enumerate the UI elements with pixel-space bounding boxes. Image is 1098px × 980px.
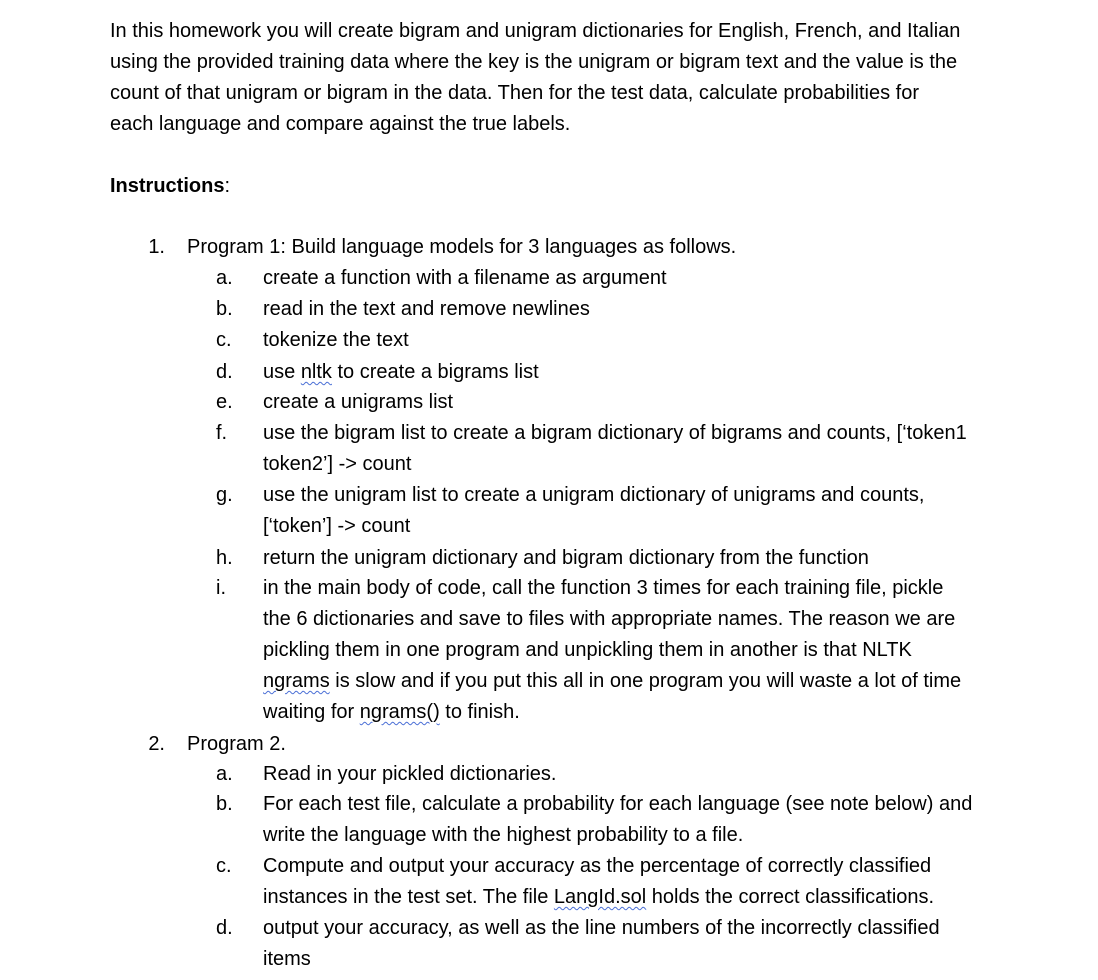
program2-item-c	[263, 851, 1053, 913]
instructions-heading-text: Instructions	[110, 175, 225, 197]
instructions-heading	[110, 171, 230, 201]
program1-item-b-text: read in the text and remove newlines	[263, 298, 590, 320]
program1-item-d-flagged-word: nltk	[300, 361, 332, 383]
program1-item-c-label: c.	[216, 329, 232, 351]
program1-item-b-label: b.	[216, 298, 233, 320]
program2-item-a	[263, 759, 1053, 789]
program1-title: Program 1: Build language models for 3 languages as follows.	[187, 236, 737, 258]
program1-item-i-line-1: in the main body of code, call the function 3 times for each training file, pickle	[263, 577, 944, 599]
program1-item-i-line-5-post: to finish.	[439, 701, 520, 723]
program2-title: Program 2.	[187, 733, 286, 755]
program2-item-d-line-1: output your accuracy, as well as the line numbers of the incorrectly classified	[263, 917, 940, 939]
program1-item-g-line-2: [‘token’] -> count	[263, 515, 411, 537]
program1-item-i-line-3: pickling them in one program and unpickling them in another is that NLTK	[263, 639, 912, 661]
program1-item-c-text: tokenize the text	[263, 329, 409, 351]
program1-item-g-label: g.	[216, 484, 233, 506]
program2-item-b-label: b.	[216, 793, 233, 815]
program2-item-b	[263, 789, 1053, 851]
program2-item-a-text: Read in your pickled dictionaries.	[263, 763, 557, 785]
program1-item-h-label: h.	[216, 547, 233, 569]
program1-item-b	[263, 294, 1053, 324]
program2-item-c-line-2-post: holds the correct classifications.	[646, 886, 935, 908]
program2-item-b-line-1: For each test file, calculate a probability for each language (see note below) and	[263, 793, 973, 815]
program1-item-i-flagged-ngrams-call: ngrams()	[359, 701, 440, 723]
program1-item-i-line-2: the 6 dictionaries and save to files with appropriate names. The reason we are	[263, 608, 956, 630]
program1-item-d-post: to create a bigrams list	[331, 361, 539, 383]
program1-item-g	[263, 480, 1053, 542]
program1-item-e-text: create a unigrams list	[263, 391, 454, 413]
program1-item-c	[263, 325, 1053, 355]
program2-item-c-line-2	[263, 882, 1053, 913]
program1-item-d-pre: use	[263, 361, 301, 383]
program1-item-f	[263, 418, 1053, 480]
program1-item-d-label: d.	[216, 361, 233, 383]
intro-line-3: count of that unigram or bigram in the data. Then for the test data, calculate probabilities for	[110, 82, 919, 104]
program2-item-a-label: a.	[216, 763, 233, 785]
program1-item-a-label: a.	[216, 267, 233, 289]
program1-item-g-line-1: use the unigram list to create a unigram dictionary of unigrams and counts,	[263, 484, 925, 506]
intro-line-1: In this homework you will create bigram and unigram dictionaries for English, French, and Italian	[110, 20, 961, 42]
program2-item-c-label: c.	[216, 855, 232, 877]
program1-item-i-line-5-pre: waiting for	[263, 701, 360, 723]
program1-item-f-line-2: token2’] -> count	[263, 453, 412, 475]
program1-item-e-label: e.	[216, 391, 233, 413]
program2-item-d	[263, 913, 1053, 975]
program1-item-a-text: create a function with a filename as argument	[263, 267, 667, 289]
program1-item-a	[263, 263, 1053, 293]
program1-item-e	[263, 387, 1053, 417]
program2-item-b-line-2: write the language with the highest probability to a file.	[263, 824, 744, 846]
program1-number: 1.	[148, 236, 165, 258]
program1-item-i-line-4-rest: is slow and if you put this all in one program you will waste a lot of time	[329, 670, 962, 692]
program1-item-h-text: return the unigram dictionary and bigram dictionary from the function	[263, 547, 869, 569]
intro-paragraph	[110, 16, 1050, 140]
instructions-heading-colon: :	[224, 175, 231, 197]
program2-item-c-line-2-pre: instances in the test set. The file	[263, 886, 554, 908]
program2-item-d-label: d.	[216, 917, 233, 939]
program1-item-i-line-4	[263, 666, 1053, 697]
intro-line-2: using the provided training data where the key is the unigram or bigram text and the value is the	[110, 51, 958, 73]
program1-item-d	[263, 357, 1053, 387]
program1-item-f-line-1: use the bigram list to create a bigram dictionary of bigrams and counts, [‘token1	[263, 422, 967, 444]
program1-item-f-label: f.	[216, 422, 228, 444]
program1-item-d-text	[263, 357, 1053, 387]
program2-item-d-line-2: items	[263, 948, 311, 970]
program1-item-i-flagged-ngrams: ngrams	[263, 670, 330, 692]
intro-line-4: each language and compare against the true labels.	[110, 113, 571, 135]
program1-item-i-line-5	[263, 697, 1053, 728]
program1-item-h	[263, 543, 1053, 573]
program2-item-c-flagged-filename: LangId.sol	[553, 886, 647, 908]
program2-number: 2.	[148, 733, 165, 755]
program1-item-i-label: i.	[216, 577, 226, 599]
program1-item-i	[263, 573, 1053, 728]
program2-item-c-line-1: Compute and output your accuracy as the percentage of correctly classified	[263, 855, 932, 877]
